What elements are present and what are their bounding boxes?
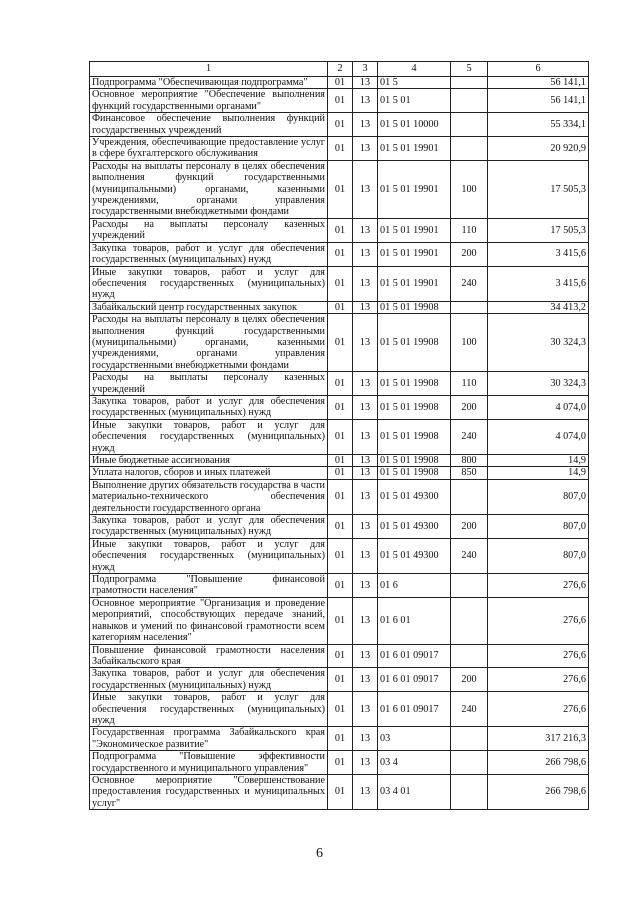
table-row: [90, 395, 589, 419]
row-expense-type: 200: [451, 515, 488, 539]
row-subsection: 13: [353, 455, 378, 467]
row-name: Иные бюджетные ассигнования: [90, 455, 328, 467]
row-amount: 56 141,1: [488, 77, 589, 89]
table-row: [90, 89, 589, 113]
table-row: [90, 597, 589, 644]
row-subsection: 13: [353, 751, 378, 775]
row-subsection: 13: [353, 515, 378, 539]
row-target-code: 01 5 01 19908: [378, 455, 451, 467]
col-header-rz: 2: [328, 62, 353, 77]
row-subsection: 13: [353, 266, 378, 301]
table-row: [90, 113, 589, 137]
row-amount: 266 798,6: [488, 751, 589, 775]
row-amount: 14,9: [488, 455, 589, 467]
row-amount: 807,0: [488, 479, 589, 514]
row-target-code: 01 6: [378, 574, 451, 598]
row-section: 01: [328, 372, 353, 396]
row-section: 01: [328, 419, 353, 454]
row-target-code: 01 6 01 09017: [378, 668, 451, 692]
table-row: [90, 372, 589, 396]
row-expense-type: 100: [451, 314, 488, 372]
budget-table: [89, 61, 589, 810]
row-name: Основное мероприятие "Организация и проведение мероприятий, способствующих передаче знаний, навыков и умений по финансовой грамотности всем категориям населения": [90, 597, 328, 644]
col-header-vr: 5: [451, 62, 488, 77]
table-row: [90, 644, 589, 668]
row-amount: 276,6: [488, 574, 589, 598]
row-target-code: 01 5 01 19901: [378, 160, 451, 218]
row-target-code: 01 6 01 09017: [378, 692, 451, 727]
row-name: Основное мероприятие "Обеспечение выполнения функций государственными органами": [90, 89, 328, 113]
row-name: Выполнение других обязательств государства в части материально-технического обеспечения деятельности государственного органа: [90, 479, 328, 514]
row-subsection: 13: [353, 727, 378, 751]
row-expense-type: [451, 574, 488, 598]
row-amount: 276,6: [488, 668, 589, 692]
row-target-code: 03 4 01: [378, 774, 451, 809]
row-section: 01: [328, 467, 353, 479]
row-name: Иные закупки товаров, работ и услуг для обеспечения государственных (муниципальных) нужд: [90, 419, 328, 454]
row-amount: 17 505,3: [488, 218, 589, 242]
row-target-code: 01 5 01 19901: [378, 266, 451, 301]
row-target-code: 01 6 01 09017: [378, 644, 451, 668]
table-row: [90, 692, 589, 727]
row-name: Финансовое обеспечение выполнения функций государственных учреждений: [90, 113, 328, 137]
col-header-name: 1: [90, 62, 328, 77]
row-section: 01: [328, 774, 353, 809]
row-name: Учреждения, обеспечивающие предоставление услуг в сфере бухгалтерского обслуживания: [90, 137, 328, 161]
table-row: [90, 455, 589, 467]
row-target-code: 01 5 01 49300: [378, 479, 451, 514]
row-amount: 3 415,6: [488, 266, 589, 301]
row-subsection: 13: [353, 774, 378, 809]
row-amount: 34 413,2: [488, 301, 589, 313]
row-expense-type: 240: [451, 692, 488, 727]
row-section: 01: [328, 479, 353, 514]
row-name: Расходы на выплаты персоналу в целях обеспечения выполнения функций государственными (муниципальными) органами, казенными учреждениями, органами управления государственными внебюджетными фондами: [90, 160, 328, 218]
row-name: Расходы на выплаты персоналу в целях обеспечения выполнения функций государственными (муниципальными) органами, казенными учреждениями, органами управления государственными внебюджетными фондами: [90, 314, 328, 372]
row-expense-type: [451, 113, 488, 137]
row-subsection: 13: [353, 692, 378, 727]
row-target-code: 01 5 01 19901: [378, 242, 451, 266]
row-subsection: 13: [353, 242, 378, 266]
row-name: Расходы на выплаты персоналу казенных учреждений: [90, 372, 328, 396]
row-subsection: 13: [353, 218, 378, 242]
row-amount: 30 324,3: [488, 372, 589, 396]
row-subsection: 13: [353, 538, 378, 573]
row-name: Подпрограмма "Повышение финансовой грамотности населения": [90, 574, 328, 598]
table-row: [90, 574, 589, 598]
row-name: Закупка товаров, работ и услуг для обеспечения государственных (муниципальных) нужд: [90, 395, 328, 419]
row-section: 01: [328, 597, 353, 644]
row-section: 01: [328, 113, 353, 137]
row-target-code: 01 5 01 19908: [378, 467, 451, 479]
budget-table-container: [89, 61, 588, 810]
row-subsection: 13: [353, 644, 378, 668]
row-target-code: 01 5 01 19908: [378, 395, 451, 419]
row-expense-type: [451, 77, 488, 89]
table-row: [90, 137, 589, 161]
table-row: [90, 242, 589, 266]
table-row: [90, 751, 589, 775]
row-expense-type: 240: [451, 538, 488, 573]
row-expense-type: 110: [451, 372, 488, 396]
row-subsection: 13: [353, 372, 378, 396]
row-amount: 266 798,6: [488, 774, 589, 809]
row-amount: 276,6: [488, 692, 589, 727]
row-subsection: 13: [353, 77, 378, 89]
row-subsection: 13: [353, 113, 378, 137]
row-expense-type: [451, 774, 488, 809]
row-target-code: 03: [378, 727, 451, 751]
row-target-code: 01 5 01 19901: [378, 137, 451, 161]
table-row: [90, 314, 589, 372]
row-expense-type: [451, 301, 488, 313]
row-subsection: 13: [353, 89, 378, 113]
table-row: [90, 479, 589, 514]
row-subsection: 13: [353, 574, 378, 598]
row-name: Иные закупки товаров, работ и услуг для обеспечения государственных (муниципальных) нужд: [90, 692, 328, 727]
row-expense-type: 100: [451, 160, 488, 218]
table-row: [90, 266, 589, 301]
row-expense-type: 200: [451, 395, 488, 419]
row-section: 01: [328, 77, 353, 89]
row-target-code: 01 5 01 19908: [378, 419, 451, 454]
row-section: 01: [328, 751, 353, 775]
row-name: Закупка товаров, работ и услуг для обеспечения государственных (муниципальных) нужд: [90, 515, 328, 539]
row-name: Основное мероприятие "Совершенствование предоставления государственных и муниципальных услуг": [90, 774, 328, 809]
row-section: 01: [328, 137, 353, 161]
row-amount: 4 074,0: [488, 395, 589, 419]
table-row: [90, 419, 589, 454]
row-amount: 807,0: [488, 538, 589, 573]
row-name: Подпрограмма "Обеспечивающая подпрограмма": [90, 77, 328, 89]
table-row: [90, 77, 589, 89]
row-target-code: 01 6 01: [378, 597, 451, 644]
row-expense-type: [451, 597, 488, 644]
row-section: 01: [328, 538, 353, 573]
row-amount: 55 334,1: [488, 113, 589, 137]
row-expense-type: 200: [451, 242, 488, 266]
row-name: Иные закупки товаров, работ и услуг для обеспечения государственных (муниципальных) нужд: [90, 266, 328, 301]
table-body: [90, 77, 589, 810]
row-section: 01: [328, 644, 353, 668]
row-target-code: 01 5 01 49300: [378, 538, 451, 573]
row-amount: 807,0: [488, 515, 589, 539]
row-expense-type: [451, 137, 488, 161]
col-header-csr: 4: [378, 62, 451, 77]
row-target-code: 01 5: [378, 77, 451, 89]
row-target-code: 01 5 01: [378, 89, 451, 113]
row-section: 01: [328, 218, 353, 242]
row-subsection: 13: [353, 137, 378, 161]
row-target-code: 03 4: [378, 751, 451, 775]
row-section: 01: [328, 727, 353, 751]
table-row: [90, 218, 589, 242]
table-row: [90, 538, 589, 573]
row-target-code: 01 5 01 19908: [378, 314, 451, 372]
row-amount: 4 074,0: [488, 419, 589, 454]
row-section: 01: [328, 242, 353, 266]
row-amount: 276,6: [488, 644, 589, 668]
row-name: Подпрограмма "Повышение эффективности государственного и муниципального управления": [90, 751, 328, 775]
row-name: Государственная программа Забайкальского края "Экономическое развитие": [90, 727, 328, 751]
row-section: 01: [328, 692, 353, 727]
row-expense-type: [451, 751, 488, 775]
page-number: 6: [316, 846, 323, 861]
row-amount: 3 415,6: [488, 242, 589, 266]
row-amount: 20 920,9: [488, 137, 589, 161]
row-amount: 14,9: [488, 467, 589, 479]
table-row: [90, 668, 589, 692]
row-expense-type: 850: [451, 467, 488, 479]
row-expense-type: [451, 644, 488, 668]
table-row: [90, 467, 589, 479]
row-name: Забайкальский центр государственных закупок: [90, 301, 328, 313]
table-row: [90, 301, 589, 313]
row-name: Закупка товаров, работ и услуг для обеспечения государственных (муниципальных) нужд: [90, 242, 328, 266]
row-name: Закупка товаров, работ и услуг для обеспечения государственных (муниципальных) нужд: [90, 668, 328, 692]
row-amount: 30 324,3: [488, 314, 589, 372]
row-subsection: 13: [353, 419, 378, 454]
row-section: 01: [328, 89, 353, 113]
row-section: 01: [328, 395, 353, 419]
row-subsection: 13: [353, 668, 378, 692]
row-name: Повышение финансовой грамотности населения Забайкальского края: [90, 644, 328, 668]
table-row: [90, 774, 589, 809]
row-section: 01: [328, 574, 353, 598]
row-expense-type: 800: [451, 455, 488, 467]
row-target-code: 01 5 01 19908: [378, 301, 451, 313]
row-expense-type: 240: [451, 266, 488, 301]
row-expense-type: [451, 727, 488, 751]
row-expense-type: 110: [451, 218, 488, 242]
row-subsection: 13: [353, 395, 378, 419]
row-target-code: 01 5 01 49300: [378, 515, 451, 539]
row-amount: 56 141,1: [488, 89, 589, 113]
row-expense-type: [451, 89, 488, 113]
row-target-code: 01 5 01 19908: [378, 372, 451, 396]
row-name: Расходы на выплаты персоналу казенных учреждений: [90, 218, 328, 242]
row-expense-type: 200: [451, 668, 488, 692]
row-section: 01: [328, 668, 353, 692]
row-subsection: 13: [353, 301, 378, 313]
row-subsection: 13: [353, 314, 378, 372]
table-row: [90, 515, 589, 539]
row-section: 01: [328, 314, 353, 372]
row-name: Уплата налогов, сборов и иных платежей: [90, 467, 328, 479]
row-section: 01: [328, 301, 353, 313]
table-row: [90, 727, 589, 751]
row-subsection: 13: [353, 160, 378, 218]
row-target-code: 01 5 01 10000: [378, 113, 451, 137]
header-row: [90, 62, 589, 77]
row-amount: 276,6: [488, 597, 589, 644]
row-expense-type: [451, 479, 488, 514]
row-name: Иные закупки товаров, работ и услуг для обеспечения государственных (муниципальных) нужд: [90, 538, 328, 573]
row-section: 01: [328, 455, 353, 467]
row-amount: 317 216,3: [488, 727, 589, 751]
row-subsection: 13: [353, 467, 378, 479]
row-section: 01: [328, 266, 353, 301]
row-section: 01: [328, 160, 353, 218]
row-section: 01: [328, 515, 353, 539]
row-subsection: 13: [353, 597, 378, 644]
col-header-sum: 6: [488, 62, 589, 77]
row-expense-type: 240: [451, 419, 488, 454]
table-row: [90, 160, 589, 218]
col-header-pr: 3: [353, 62, 378, 77]
row-subsection: 13: [353, 479, 378, 514]
row-amount: 17 505,3: [488, 160, 589, 218]
row-target-code: 01 5 01 19901: [378, 218, 451, 242]
